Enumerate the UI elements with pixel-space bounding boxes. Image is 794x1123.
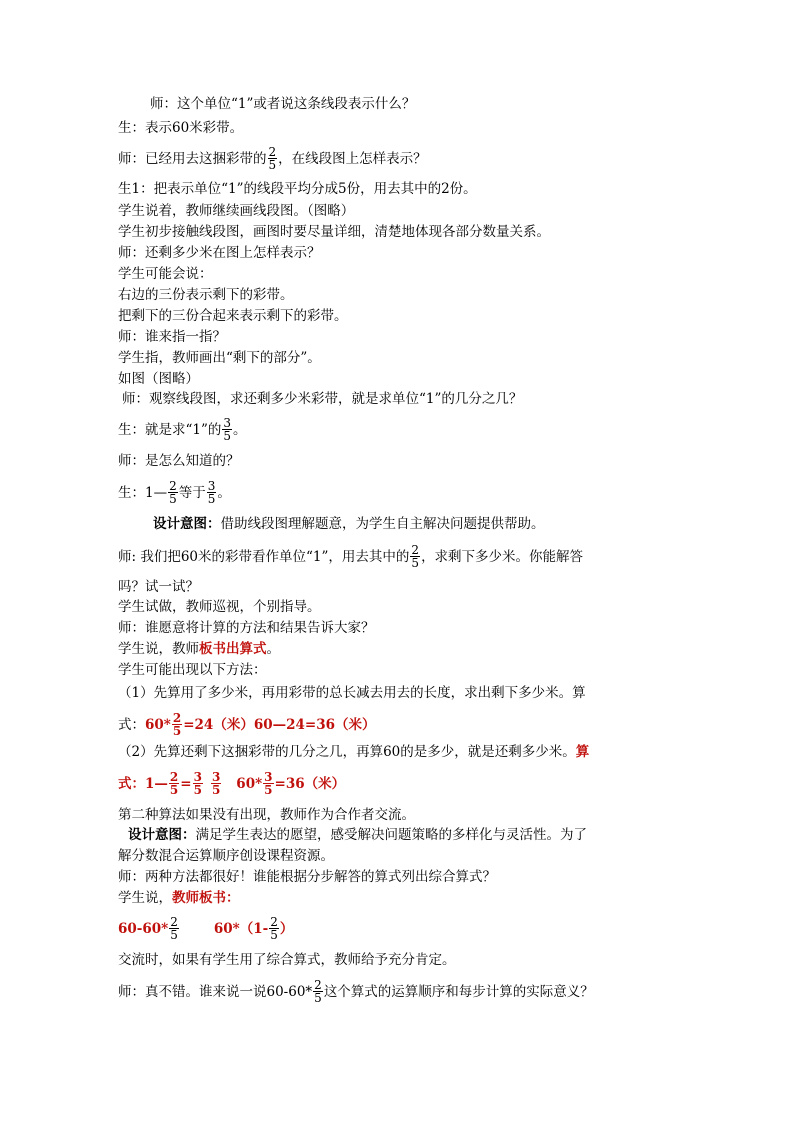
formula: 60* (236, 776, 263, 792)
text: 。 (266, 641, 280, 657)
formula: =24（米）60—24=36（米） (183, 717, 376, 733)
denominator: 5 (169, 492, 177, 506)
line-36 (118, 980, 594, 1005)
line-27 (118, 743, 589, 761)
numerator: 3 (207, 479, 216, 493)
text: 生：就是求“1”的 (118, 422, 222, 438)
denominator: 5 (169, 783, 179, 797)
text: 学生说，教师 (118, 641, 199, 657)
text: 生：1— (118, 485, 168, 501)
line-28 (118, 772, 345, 797)
text: 学生说， (118, 890, 172, 906)
line-3 (118, 147, 427, 172)
formula: 60-60* (118, 921, 169, 937)
text: 式： (118, 717, 145, 733)
board-writing-highlight: 教师板书： (172, 890, 240, 906)
line-29: 第二种算法如果没有出现，教师作为合作者交流。 (118, 807, 415, 823)
formula-label: 算 (575, 744, 590, 760)
line-16: 师：是怎么知道的？ (118, 453, 240, 469)
formula-label: 式： (118, 776, 145, 792)
numerator: 2 (169, 479, 177, 493)
line-13: 如图（图略） (118, 371, 199, 387)
fraction (222, 417, 232, 442)
formula: =36（米） (274, 776, 346, 792)
line-32: 师：两种方法都很好！谁能根据分步解答的算式列出综合算式？ (118, 869, 496, 885)
line-35: 交流时，如果有学生用了综合算式，教师给予充分肯定。 (118, 952, 456, 968)
fraction (268, 146, 278, 171)
line-30-design-intent (128, 826, 587, 844)
line-23 (118, 640, 280, 658)
denominator: 5 (268, 158, 277, 172)
fraction (169, 771, 179, 796)
line-15 (118, 418, 247, 443)
text: 师: 我们把60米的彩带看作单位“1”，用去其中的 (118, 549, 410, 565)
denominator: 5 (211, 783, 221, 797)
text: 这个算式的运算顺序和每步计算的实际意义？ (323, 984, 594, 1000)
design-intent-label: 设计意图： (153, 516, 221, 532)
numerator: 2 (170, 915, 178, 929)
line-26 (118, 713, 376, 738)
board-writing-highlight: 板书出算式 (199, 641, 267, 657)
fraction (211, 771, 221, 796)
line-7: 师：还剩多少米在图上怎样表示？ (118, 245, 321, 261)
denominator: 5 (270, 928, 278, 942)
denominator: 5 (170, 928, 178, 942)
fraction (269, 916, 279, 941)
formula: ） (279, 921, 294, 937)
text: 师：已经用去这捆彩带的 (118, 151, 267, 167)
numerator: 2 (270, 915, 278, 929)
line-2: 生：表示60米彩带。 (118, 120, 244, 136)
line-20: 吗？试一试？ (118, 579, 199, 595)
text: 。 (233, 422, 247, 438)
line-6: 学生初步接触线段图，画图时要尽量详细，清楚地体现各部分数量关系。 (118, 224, 550, 240)
fraction (263, 771, 273, 796)
design-intent-label: 设计意图： (128, 827, 196, 843)
line-5: 学生说着，教师继续画线段图。（图略） (118, 203, 355, 219)
fraction (169, 916, 179, 941)
text: ，求剩下多少米。你能解答 (421, 549, 584, 565)
line-17 (118, 481, 231, 506)
numerator: 3 (193, 770, 202, 784)
denominator: 5 (172, 724, 182, 738)
formula: 1— (145, 776, 168, 792)
line-25: （1）先算用了多少米，再用彩带的总长减去用去的长度，求出剩下多少米。算 (118, 685, 586, 701)
numerator: 2 (268, 145, 277, 159)
formula: = (180, 776, 192, 792)
line-22: 师：谁愿意将计算的方法和结果告诉大家？ (118, 620, 375, 636)
text: 满足学生表达的愿望，感受解决问题策略的多样化与灵活性。为了 (195, 827, 587, 843)
numerator: 2 (411, 543, 420, 557)
line-8: 学生可能会说： (118, 266, 213, 282)
text: （2）先算还剩下这捆彩带的几分之几，再算60的是多少，就是还剩多少米。 (118, 744, 576, 760)
line-14: 师：观察线段图，求还剩多少米彩带，就是求单位“1”的几分之几？ (122, 391, 523, 407)
denominator: 5 (223, 429, 232, 443)
line-31: 解分数混合运算顺序创设课程资源。 (118, 848, 334, 864)
text: 。 (217, 485, 231, 501)
line-9: 右边的三份表示剩下的彩带。 (118, 287, 294, 303)
text: 等于 (178, 485, 206, 501)
fraction (172, 712, 182, 737)
denominator: 5 (207, 492, 216, 506)
line-11: 师：谁来指一指？ (118, 329, 226, 345)
numerator: 2 (314, 978, 322, 992)
line-10: 把剩下的三份合起来表示剩下的彩带。 (118, 308, 348, 324)
denominator: 5 (411, 556, 420, 570)
numerator: 2 (172, 711, 182, 725)
fraction (168, 480, 178, 505)
line-34 (118, 917, 293, 942)
formula: 60*（1- (213, 921, 269, 937)
denominator: 5 (314, 991, 322, 1005)
denominator: 5 (193, 783, 202, 797)
text: 借助线段图理解题意，为学生自主解决问题提供帮助。 (220, 516, 545, 532)
fraction (207, 480, 217, 505)
line-24: 学生可能出现以下方法： (118, 662, 267, 678)
line-21: 学生试做，教师巡视，个别指导。 (118, 599, 321, 615)
line-4: 生1：把表示单位“1”的线段平均分成5份，用去其中的2份。 (118, 181, 477, 197)
fraction (193, 771, 203, 796)
numerator: 3 (264, 770, 273, 784)
fraction (410, 544, 420, 569)
denominator: 5 (264, 783, 273, 797)
numerator: 3 (211, 770, 221, 784)
text: 师：真不错。谁来说一说60-60* (118, 984, 313, 1000)
line-18-design-intent (153, 515, 545, 533)
fraction (313, 979, 323, 1004)
line-1: 师：这个单位“1”或者说这条线段表示什么？ (150, 96, 416, 112)
numerator: 2 (169, 770, 179, 784)
formula: 60* (145, 717, 171, 733)
numerator: 3 (223, 416, 232, 430)
line-33 (118, 889, 240, 907)
line-12: 学生指，教师画出“剩下的部分”。 (118, 350, 321, 366)
line-19 (118, 545, 583, 570)
text: ，在线段图上怎样表示？ (278, 151, 427, 167)
